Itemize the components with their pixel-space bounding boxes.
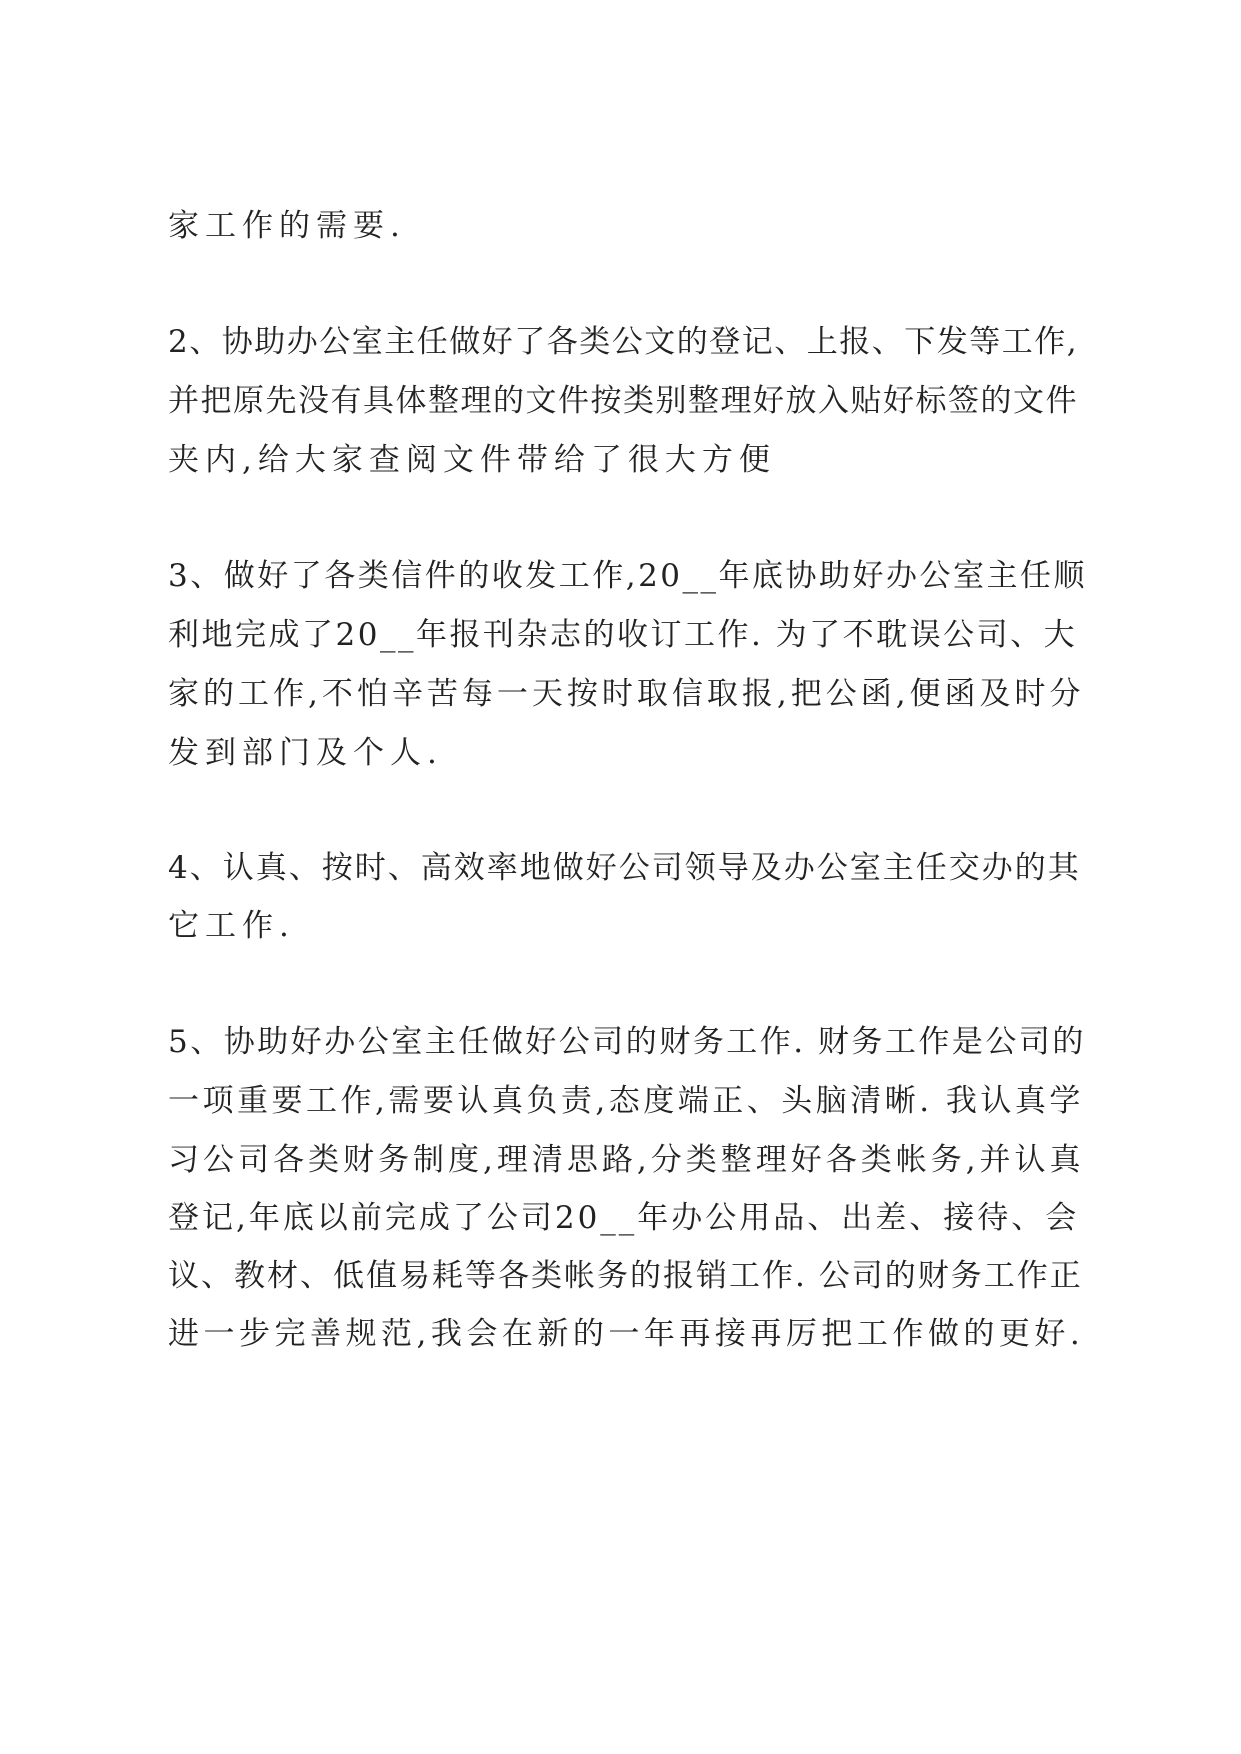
paragraph-2-line-3: 夹内,给大家查阅文件带给了很大方便 [168, 442, 776, 478]
paragraph-3-line-3: 家的工作,不怕辛苦每一天按时取信取报,把公函,便函及时分 [168, 676, 1085, 712]
paragraph-3-line-1: 3、做好了各类信件的收发工作,20__年底协助好办公室主任顺 [168, 558, 1088, 594]
paragraph-5-line-3: 习公司各类财务制度,理清思路,分类整理好各类帐务,并认真 [168, 1142, 1085, 1178]
paragraph-2-line-2: 并把原先没有具体整理的文件按类别整理好放入贴好标签的文件 [168, 383, 1078, 419]
paragraph-1-line-1: 家工作的需要. [168, 208, 406, 244]
paragraph-5-line-6: 进一步完善规范,我会在新的一年再接再厉把工作做的更好. [168, 1316, 1085, 1352]
paragraph-2-line-1: 2、协助办公室主任做好了各类公文的登记、上报、下发等工作, [168, 324, 1079, 360]
paragraph-3-line-4: 发到部门及个人. [168, 735, 443, 771]
paragraph-5-line-4: 登记,年底以前完成了公司20__年办公用品、出差、接待、会 [168, 1200, 1080, 1236]
paragraph-3-line-2: 利地完成了20__年报刊杂志的收订工作. 为了不耽误公司、大 [168, 617, 1078, 653]
paragraph-5-line-2: 一项重要工作,需要认真负责,态度端正、头脑清晰. 我认真学 [168, 1083, 1084, 1119]
paragraph-4-line-1: 4、认真、按时、高效率地做好公司领导及办公室主任交办的其 [168, 850, 1081, 886]
paragraph-5-line-5: 议、教材、低值易耗等各类帐务的报销工作. 公司的财务工作正 [168, 1258, 1083, 1294]
paragraph-5-line-1: 5、协助好办公室主任做好公司的财务工作. 财务工作是公司的 [168, 1024, 1086, 1060]
paragraph-4-line-2: 它工作. [168, 908, 295, 944]
